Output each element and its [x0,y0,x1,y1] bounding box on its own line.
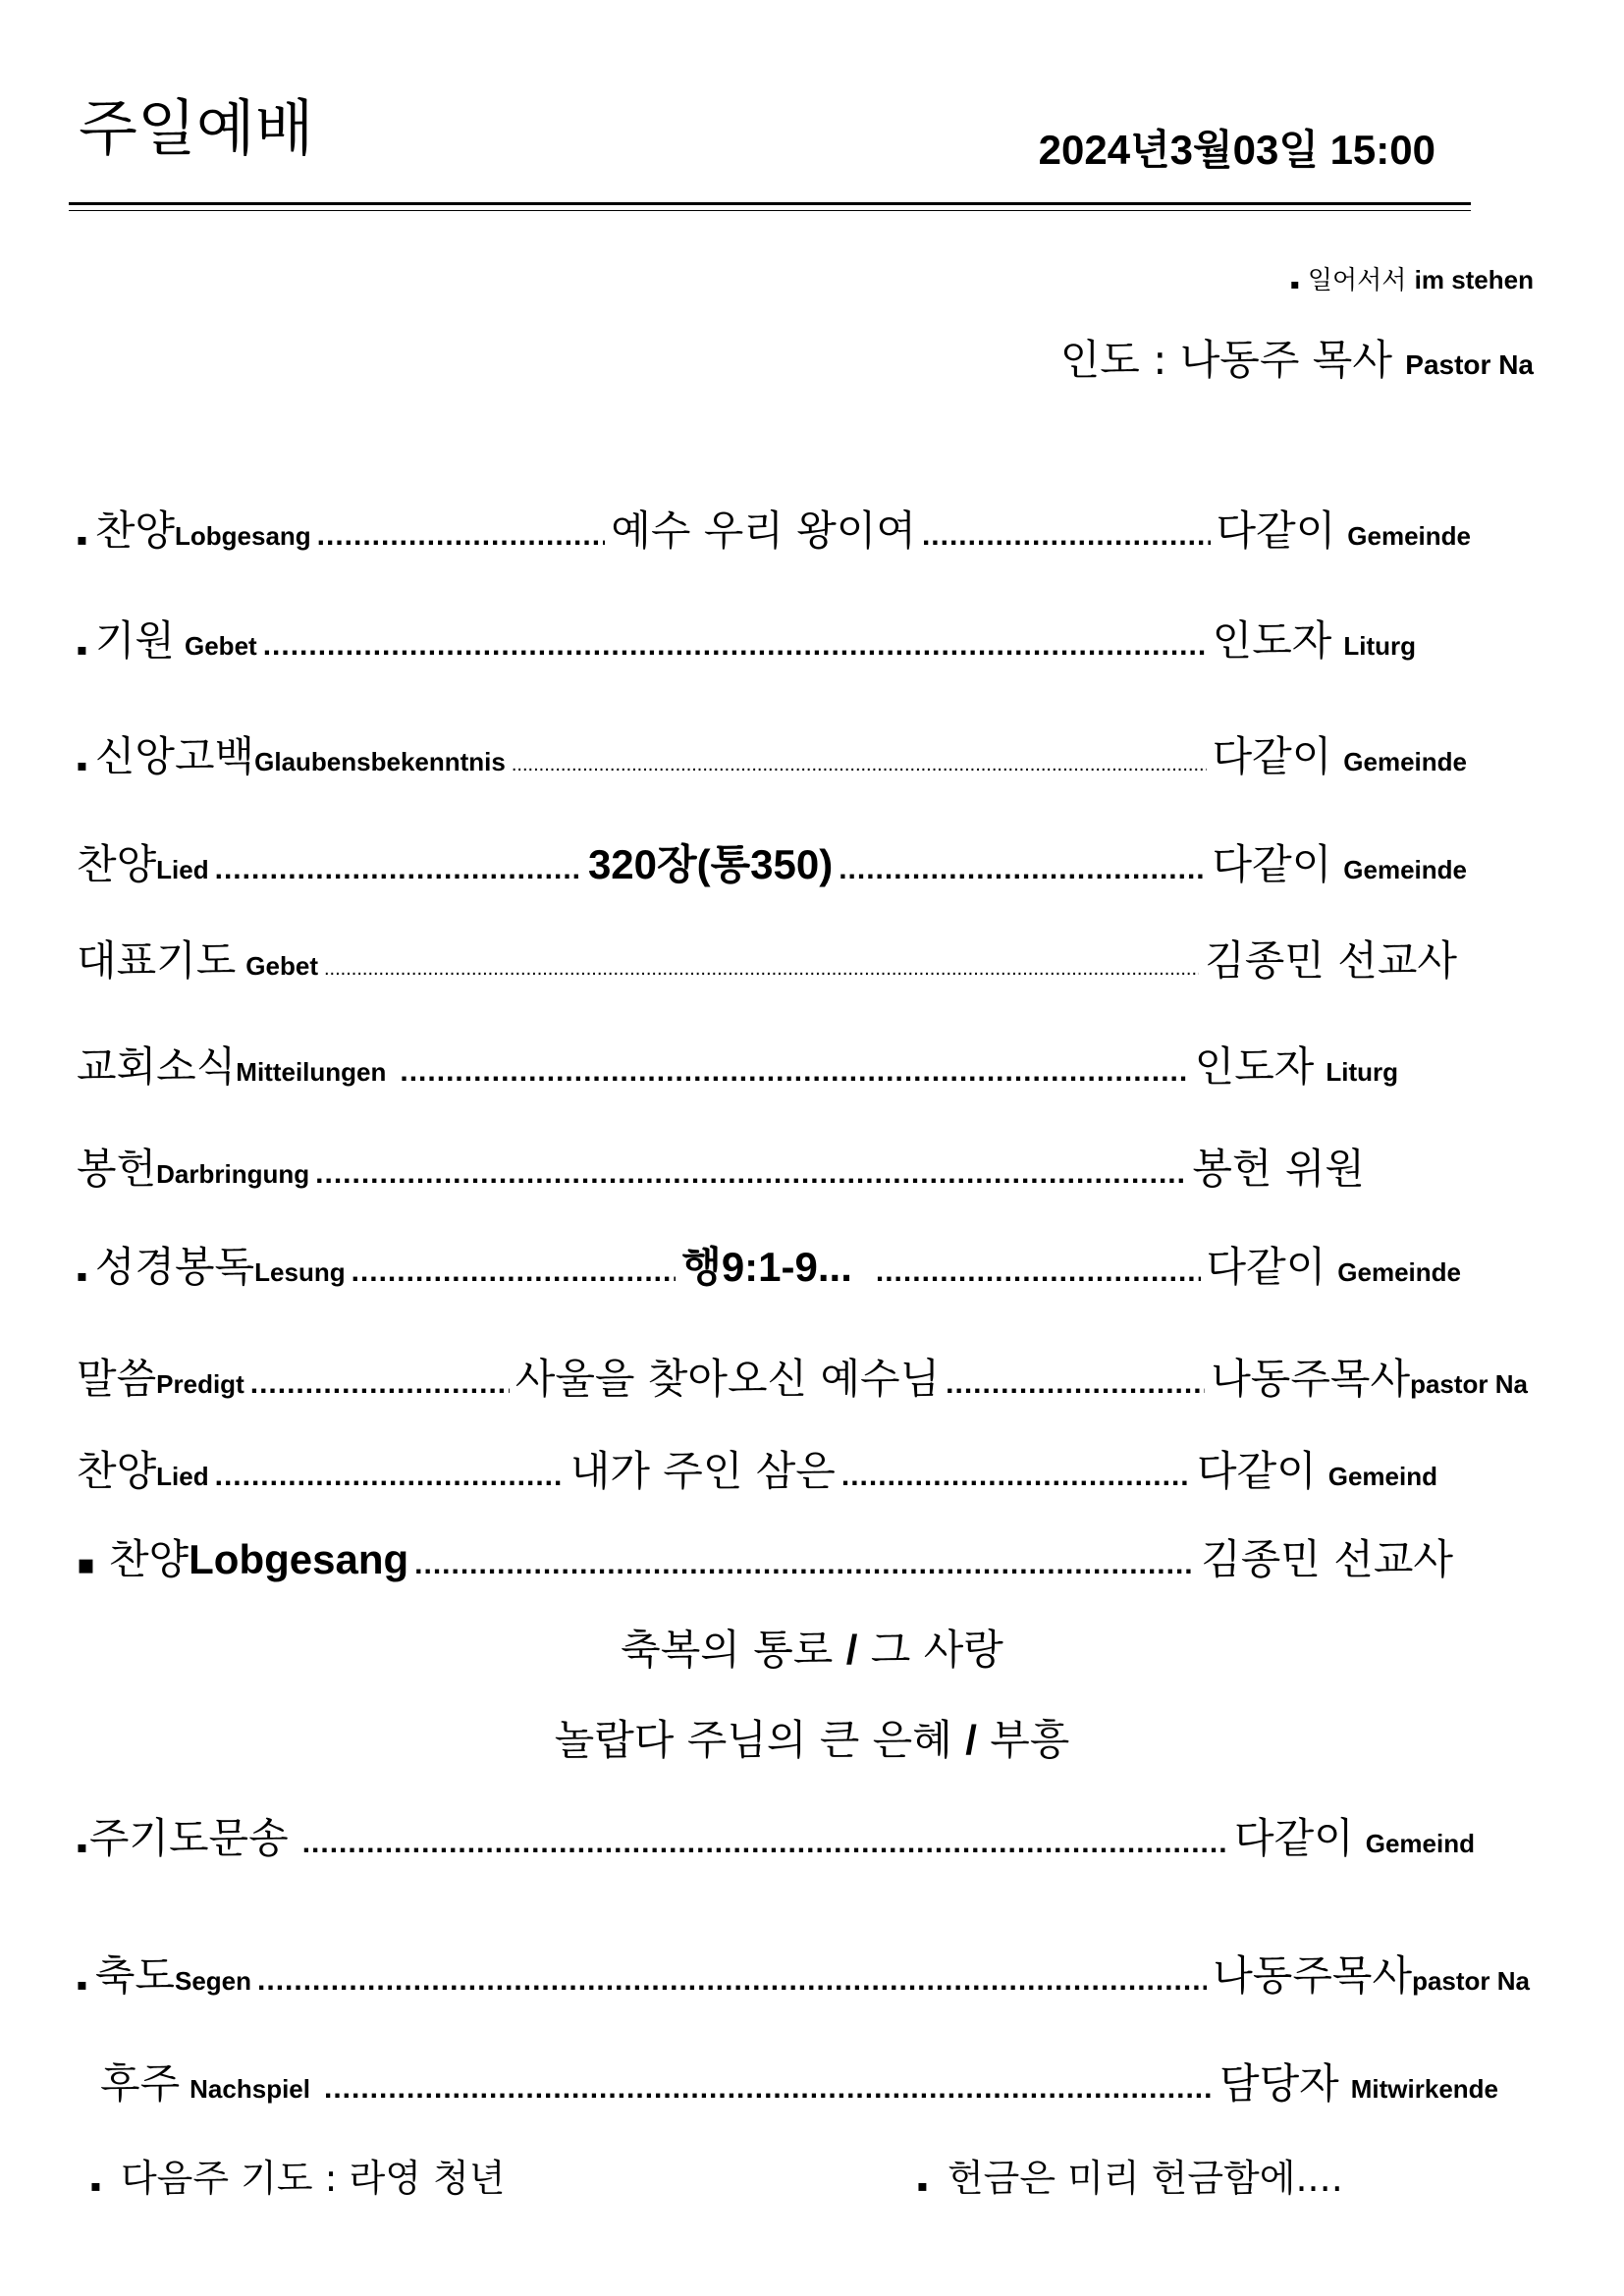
item-performer-ko: 인도자 [1212,616,1332,665]
order-item-offering [77,1137,1365,1196]
dot-leader [250,1367,510,1401]
item-title-de: Gebet [185,631,257,661]
item-performer-ko: 다같이 [1197,1447,1317,1495]
bullet-icon: ▪ [77,530,87,549]
song-separator: / [845,1627,858,1673]
page-title: 주일예배 [79,92,314,164]
item-performer-ko: 다같이 [1212,840,1332,888]
item-performer-de: Gemeinde [1343,747,1467,776]
order-item-praise-2 [77,1527,1453,1586]
item-performer-de: Gemeinde [1343,855,1467,884]
header-divider [69,202,1471,205]
standing-note-de: im stehen [1414,265,1534,294]
bullet-icon: ▪ [77,1266,87,1285]
service-leader [1059,336,1534,384]
item-title-ko: 봉헌 [77,1145,157,1193]
song-separator: / [965,1717,977,1763]
item-title-ko: 신앙고백 [94,732,255,780]
standing-note [1290,267,1534,294]
order-item-scripture [77,1235,1461,1294]
leader-de: Pastor Na [1405,349,1534,380]
item-performer-ko: 인도자 [1194,1042,1315,1091]
item-title-de: Glaubensbekenntnis [254,747,506,776]
dot-leader [922,519,1211,553]
bullet-icon: ▪ [77,756,87,774]
item-title-de: Lied [156,855,209,884]
item-performer-ko: 다같이 [1216,507,1336,555]
song-title: 놀랍다 주님의 큰 은혜 [554,1716,952,1764]
item-title-ko: 찬양 [77,1447,157,1495]
item-title-de: Predigt [156,1369,244,1399]
item-content: 320장(통350) [587,841,834,887]
item-title-ko: 말씀 [77,1355,157,1403]
order-item-prayer [77,929,1457,988]
bullet-icon: ▪ [90,2176,101,2195]
dot-leader [876,1255,1201,1289]
item-performer-de: Gemeind [1365,1829,1475,1858]
order-item-invocation [77,609,1416,667]
item-title-ko: 기원 [94,616,175,665]
header-divider-thin [69,210,1471,211]
dot-leader [215,853,582,886]
next-week-prayer-text: 다음주 기도 : 라영 청년 [120,2157,506,2200]
dot-leader [400,1055,1188,1089]
item-title-de: Darbringung [156,1159,310,1189]
dot-leader [512,754,1207,776]
item-performer-de: pastor Na [1410,1369,1528,1399]
dot-leader [317,519,606,553]
dot-leader [263,629,1207,663]
song-title: 축복의 통로 [621,1626,834,1674]
order-item-hymn [77,832,1467,891]
next-week-prayer [90,2157,506,2200]
item-title-de: Lobgesang [189,1536,409,1582]
item-performer-de: Mitwirkende [1350,2074,1498,2104]
standing-note-ko: 일어서서 [1307,266,1407,295]
bullet-icon: ▪ [77,1548,95,1580]
item-performer-ko: 다같이 [1212,732,1332,780]
item-performer-ko: 김종민 선교사 [1205,936,1457,985]
order-item-hymn-2 [77,1439,1437,1498]
item-title-ko: 찬양 [77,840,157,888]
item-title-ko: 교회소식 [77,1042,237,1091]
item-title-ko: 대표기도 [77,936,237,985]
item-title-de: Lobgesang [175,521,311,551]
item-title-de: Segen [175,1966,252,1996]
item-performer-ko: 담당자 [1219,2059,1339,2108]
offering-note-text: 헌금은 미리 헌금함에.... [947,2157,1343,2200]
item-performer-ko: 나동주목사 [1213,1951,1413,2000]
item-performer-ko: 김종민 선교사 [1201,1535,1453,1583]
bullet-icon: ▪ [77,1975,87,1994]
item-title-de: Mitteilungen [236,1057,387,1087]
dot-leader [315,1157,1186,1191]
bullet-icon: ▪ [917,2176,928,2195]
item-performer-ko: 나동주목사 [1211,1355,1411,1403]
item-content: 사울을 찾아오신 예수님 [514,1355,941,1403]
item-performer-de: Gemeinde [1347,521,1471,551]
item-title-de: Gebet [245,951,318,981]
offering-note [917,2157,1343,2200]
item-title-ko: 주기도문송 [88,1814,289,1862]
item-performer-ko: 다같이 [1206,1243,1326,1291]
item-title-de: Lesung [254,1257,346,1287]
dot-leader [257,1964,1207,1998]
service-date: 2024년3월03일 15:00 [1038,127,1435,173]
item-performer-ko: 다같이 [1234,1814,1354,1862]
order-item-sermon [77,1347,1528,1406]
song-list-line-1 [0,1618,1624,1677]
item-performer-de: Gemeinde [1337,1257,1461,1287]
item-title-ko: 찬양 [94,507,175,555]
bullet-icon: ▪ [77,1838,87,1856]
order-item-praise [77,499,1471,558]
bullet-icon: ▪ [1290,277,1300,293]
item-content: 행9:1-9... [681,1244,852,1290]
item-title-de: Lied [156,1462,209,1491]
order-item-benediction [77,1944,1530,2002]
dot-leader [946,1367,1205,1401]
item-title-ko: 후주 [100,2059,181,2108]
song-title: 그 사랑 [870,1626,1003,1674]
dot-leader [352,1255,677,1289]
item-title-ko: 찬양 [108,1535,189,1583]
item-performer-ko: 봉헌 위원 [1192,1145,1365,1193]
item-performer-de: Liturg [1343,631,1416,661]
dot-leader [215,1460,565,1493]
song-list-line-2 [0,1708,1624,1767]
item-content: 예수 우리 왕이여 [611,507,916,555]
dot-leader [302,1827,1228,1860]
item-title-de: Nachspiel [189,2074,310,2104]
item-performer-de: Liturg [1326,1057,1398,1087]
dot-leader [414,1548,1195,1581]
dot-leader [841,1460,1191,1493]
item-title-ko: 축도 [94,1951,175,2000]
item-performer-de: Gemeind [1327,1462,1437,1491]
song-title: 부흥 [990,1716,1070,1764]
leader-ko: 인도 : 나동주 목사 [1059,336,1392,384]
dot-leader [324,2072,1214,2106]
order-item-postlude [100,2052,1498,2110]
dot-leader [839,853,1206,886]
item-performer-de: pastor Na [1412,1966,1530,1996]
order-item-creed [77,724,1467,783]
item-title-ko: 성경봉독 [94,1243,255,1291]
order-item-lords-prayer [77,1806,1475,1865]
bullet-icon: ▪ [77,640,87,659]
dot-leader [324,958,1199,981]
item-content: 내가 주인 삼은 [569,1447,836,1495]
order-item-announcements [77,1035,1398,1094]
